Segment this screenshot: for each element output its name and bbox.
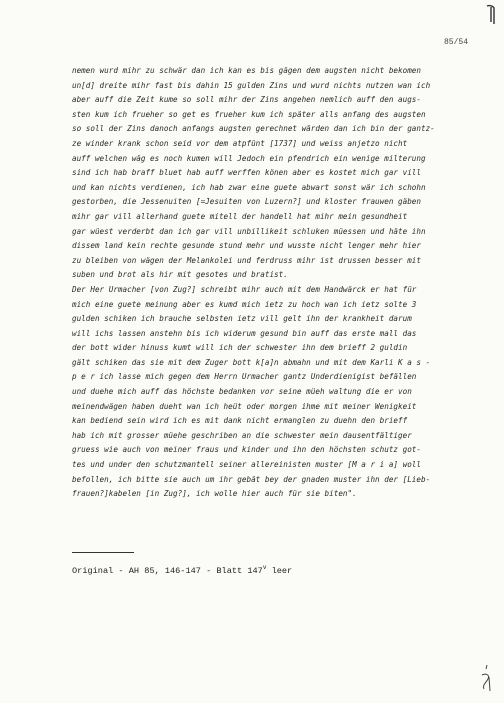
text-line: hab ich mit grosser müehe geschriben an die schwester mein dausentfältiger (72, 430, 412, 440)
text-line: zu bleiben von wägen der Melankolei und ferdruss mihr ist drussen besser mit (72, 255, 421, 265)
text-line: befollen, ich bitte sie auch um ihr gebät bey der gnaden muster ihn der [Lieb- (72, 474, 431, 484)
text-line: dissem land kein rechte gesunde stund mehr und wusste nicht lenger mehr hier (72, 241, 421, 251)
text-line: und duehe mich auff das höchste bedanken vor seine müeh waltung die er von (72, 387, 412, 397)
text-line: un[d] dreite mihr fast bis dahin 15 gulden Zins und wurd nichts nutzen wan ich (72, 80, 431, 90)
text-line: gar wüest verderbt dan ich gar vill unbillikeit schluken müessen und häte ihn (72, 226, 426, 236)
text-line: gält schiken das sie mit dem Zuger bott k[a]n abmahn und mit dem Karli K a s - (72, 357, 431, 367)
footnote-suffix: leer (266, 566, 293, 576)
letter-body (72, 64, 466, 502)
text-line: Der Her Urmacher [von Zug?] schreibt mihr auch mit dem Handwärck er hat für (72, 284, 417, 294)
page-number: 85/54 (443, 38, 468, 47)
text-line: mihr gar vill allerhand guete mitell der handell hat mihr mein gesundheit (72, 211, 408, 221)
text-line: gruess wie auch von meiner fraus und kinder und ihn den höchsten schutz got- (72, 445, 421, 455)
text-line: suben und brot als hir mit gesotes und bratist. (72, 270, 288, 280)
text-line: gulden schiken ich brauche selbsten ietz vill gelt ihn der krankheit darum (72, 314, 412, 324)
text-line: kan bediend sein wird ich es mit dank nicht ermanglen zu duehn den brieff (72, 416, 408, 426)
text-line: so soll der Zins danoch anfangs augsten gerechnet wärden dan ich bin der gantz- (72, 124, 435, 134)
text-line: auff welchen wäg es noch kumen will Jedoch ein pfendrich ein wenige milterung (72, 153, 426, 163)
text-line: nemen wurd mihr zu schwär dan ich kan es bis gägen dem augsten nicht bekomen (72, 66, 421, 75)
text-line: ze winder krank schon seid vor dem atpfünt [1737] und weiss anjetzo nicht (72, 138, 408, 148)
source-footnote (72, 566, 292, 576)
text-line: frauen?]kabelen [in Zug?], ich wolle hier auch für sie biten". (72, 489, 357, 499)
text-line: gestorben, die Jessenuiten [=Jesuiten von Luzern?] und kloster frauwen gäben (72, 197, 421, 207)
text-line: p e r ich lasse mich gegen dem Herrn Urmacher gantz Underdienigist befällen (72, 372, 417, 382)
text-line: tes und under den schutzmantell seiner allereinisten muster [M a r i a] woll (72, 460, 421, 470)
text-line: aber auff die Zeit kume so soll mihr der Zins angehen nemlich auff den augs- (72, 95, 421, 105)
footnote-divider (72, 552, 134, 553)
text-line: meinendwägen haben dueht wan ich heüt oder morgen ihme mit meiner Wenigkeit (72, 401, 417, 411)
corner-pen-mark (484, 4, 498, 26)
text-line: sten kum ich frueher so get es frueher kum ich später alls anfang des augsten (72, 109, 426, 119)
text-line: sind ich hab braff bluet hab auff werffen könen aber es kostet mich gar vill (72, 168, 421, 178)
archive-handwritten-mark (478, 663, 494, 693)
footnote-verso: v (262, 564, 267, 571)
text-line: mich eine guete meinung aber es kumd mich ietz zu hoch wan ich ietz solte 3 (72, 299, 417, 309)
text-line: der bott wider hinuss kumt will ich der schwester ihn dem brieff 2 guldin (72, 343, 408, 353)
text-line: will ichs lassen anstehn bis ich widerum gesund bin auff das erste mall das (72, 328, 417, 338)
footnote-source: Original - AH 85, 146-147 - Blatt 147 (72, 566, 263, 576)
text-line: und kan nichts verdienen, ich hab zwar eine guete abwart sonst wär ich schohn (72, 182, 426, 192)
